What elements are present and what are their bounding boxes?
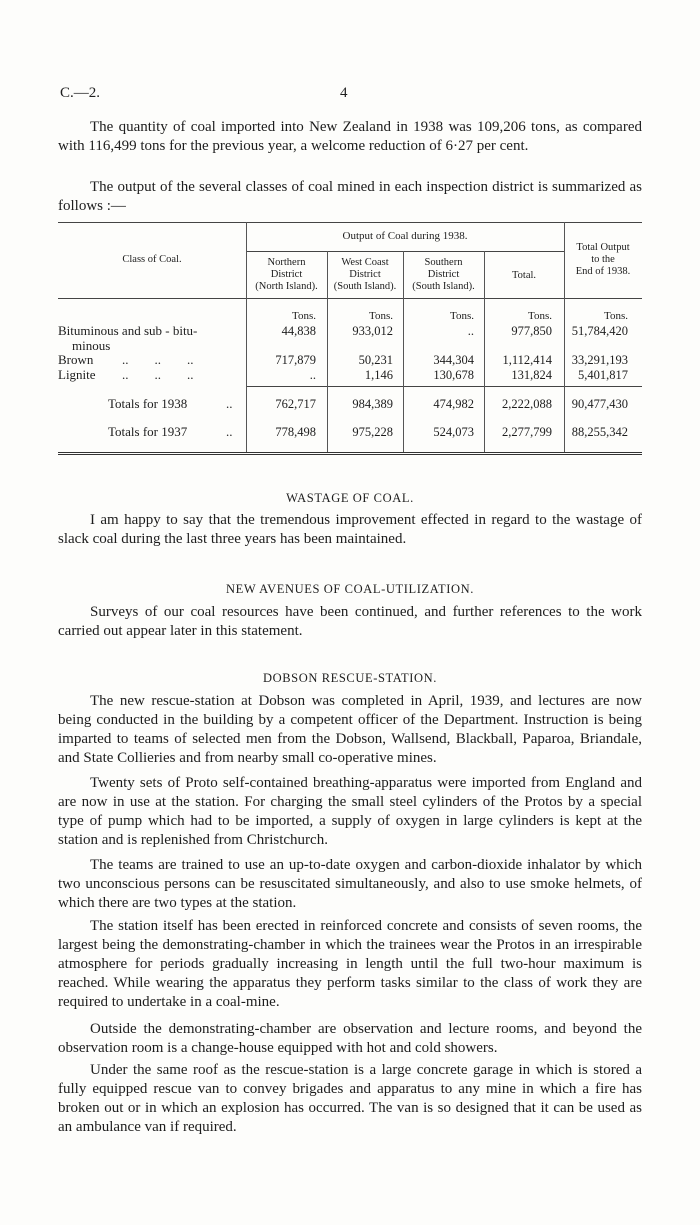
header-northern-l2: District	[270, 269, 303, 280]
cell-lignite-southern: 130,678	[433, 368, 474, 382]
cell-lignite-west-coast: 1,146	[364, 368, 393, 382]
row-label-bituminous: Bituminous and sub - bitu-	[58, 323, 198, 338]
unit-northern: Tons.	[292, 310, 316, 322]
header-west-coast-l3: (South Island).	[333, 281, 397, 292]
cell-brown-end: 33,291,193	[571, 353, 628, 367]
dobson-paragraph-1	[58, 692, 642, 768]
header-southern-l2: District	[427, 269, 460, 280]
header-west-coast-l2: District	[349, 269, 381, 280]
cell-brown-northern: 717,879	[275, 353, 316, 367]
row-label-totals-1938: Totals for 1938	[108, 396, 188, 411]
header-northern	[246, 257, 327, 293]
cell-bituminous-total: 977,850	[511, 324, 552, 338]
row-label-brown: Brown	[58, 352, 94, 367]
row-label-lignite: Lignite	[58, 367, 96, 382]
heading-dobson-rescue-station: DOBSON RESCUE-STATION.	[262, 671, 437, 685]
cell-bituminous-end: 51,784,420	[571, 324, 628, 338]
new-avenues-text: Surveys of our coal resources have been continued, and further references to the work carried out appear later in this statement.	[58, 604, 642, 639]
row-label-totals-1937: Totals for 1937	[108, 424, 188, 439]
header-west-coast	[327, 257, 403, 293]
new-avenues-paragraph	[58, 603, 642, 641]
intro-paragraph-1	[58, 118, 642, 156]
cell-lignite-northern: ..	[309, 368, 316, 382]
intro-text-1: The quantity of coal imported into New Zealand in 1938 was 109,206 tons, as compared with 116,499 tons for the previous year, a welcome reduction of 6·27 per cent.	[58, 119, 642, 154]
row-dots-brown: .. .. ..	[122, 352, 194, 367]
intro-text-2: The output of the several classes of coal mined in each inspection district is summarized as follows :—	[58, 179, 642, 214]
dobson-paragraph-5	[58, 1020, 642, 1058]
row-dots-totals-1937: ..	[226, 424, 233, 439]
row-dots-lignite: .. .. ..	[122, 367, 194, 382]
dobson-paragraph-2	[58, 774, 642, 850]
header-southern-l1: Southern	[424, 257, 463, 268]
header-southern	[403, 257, 484, 293]
cell-totals-1937-southern: 524,073	[433, 425, 474, 439]
heading-wastage-of-coal: WASTAGE OF COAL.	[286, 491, 414, 505]
dobson-text-3: The teams are trained to use an up-to-date oxygen and carbon-dioxide inhalator by which two unconscious persons can be resuscitated simultaneously, and also to use smoke helmets, of which there are two types at the station.	[58, 857, 642, 911]
dobson-text-6: Under the same roof as the rescue-station is a large concrete garage in which is stored a fully equipped rescue van to convey brigades and apparatus to any mine in which a fire has broken out or in which an explosion has occurred. The van is so designed that it can be used as an ambulance van if required.	[58, 1062, 642, 1135]
header-class-of-coal: Class of Coal.	[122, 254, 182, 265]
cell-totals-1938-west-coast: 984,389	[352, 397, 393, 411]
dobson-text-5: Outside the demonstrating-chamber are observation and lecture rooms, and beyond the observation room is a change-house equipped with hot and cold showers.	[58, 1021, 642, 1056]
table-bottom-rule	[58, 452, 642, 455]
header-output-group: Output of Coal during 1938.	[342, 230, 468, 242]
dobson-text-2: Twenty sets of Proto self-contained breathing-apparatus were imported from England and are now in use at the station. For charging the small steel cylinders of the Protos by a special type of pump which had to be imported, a supply of oxygen in large cylinders is kept at the station and is replenished from Christchurch.	[58, 775, 642, 848]
dobson-paragraph-4	[58, 917, 642, 1012]
table-group-rule	[246, 251, 564, 252]
table-top-rule	[58, 222, 642, 223]
page-number: 4	[340, 85, 348, 101]
row-dots-totals-1938: ..	[226, 396, 233, 411]
unit-total: Tons.	[528, 310, 552, 322]
cell-lignite-end: 5,401,817	[578, 368, 628, 382]
coal-output-table	[58, 222, 642, 454]
row-label-bituminous-2: minous	[72, 338, 111, 353]
header-end-l1: Total Output	[576, 242, 630, 253]
dobson-text-4: The station itself has been erected in reinforced concrete and consists of seven rooms, the largest being the demonstrating-chamber in which the trainees wear the Protos in an irrespirable atmosphere for periods gradually increasing in length until the full two-hour maximum is reached. While wearing the apparatus they perform tasks similar to the class of work they are required to undertake in a coal-mine.	[58, 918, 642, 1010]
cell-bituminous-southern: ..	[467, 324, 474, 338]
header-end-l2: to the	[591, 254, 615, 265]
cell-totals-1938-northern: 762,717	[275, 397, 316, 411]
dobson-text-1: The new rescue-station at Dobson was completed in April, 1939, and lectures are now being conducted in the building by a competent officer of the Department. Instruction is being imparted to teams of selected men from the Dobson, Wallsend, Blackball, Paparoa, Briandale, and State Collieries and from nearby small co-operative mines.	[58, 693, 642, 766]
cell-bituminous-west-coast: 933,012	[352, 324, 393, 338]
header-west-coast-l1: West Coast	[341, 257, 389, 268]
cell-totals-1938-end: 90,477,430	[571, 397, 628, 411]
header-southern-l3: (South Island).	[412, 281, 475, 292]
document-reference: C.—2.	[60, 85, 101, 101]
cell-totals-1938-southern: 474,982	[433, 397, 474, 411]
cell-totals-1938-total: 2,222,088	[502, 397, 552, 411]
header-total: Total.	[511, 270, 537, 281]
cell-totals-1937-end: 88,255,342	[571, 425, 628, 439]
table-subtotal-rule	[246, 386, 642, 387]
unit-southern: Tons.	[450, 310, 474, 322]
cell-totals-1937-northern: 778,498	[275, 425, 316, 439]
cell-brown-southern: 344,304	[433, 353, 474, 367]
header-northern-l3: (North Island).	[255, 281, 318, 292]
cell-totals-1937-total: 2,277,799	[502, 425, 552, 439]
wastage-paragraph	[58, 511, 642, 549]
cell-bituminous-northern: 44,838	[281, 324, 316, 338]
header-end-l3: End of 1938.	[575, 266, 631, 277]
wastage-text: I am happy to say that the tremendous improvement effected in regard to the wastage of slack coal during the last three years has been maintained.	[58, 512, 642, 547]
heading-new-avenues: NEW AVENUES OF COAL-UTILIZATION.	[226, 582, 474, 596]
header-total-to-end	[564, 242, 642, 278]
unit-end: Tons.	[604, 310, 628, 322]
dobson-paragraph-6	[58, 1061, 642, 1137]
cell-lignite-total: 131,824	[511, 368, 552, 382]
unit-west-coast: Tons.	[369, 310, 393, 322]
cell-brown-west-coast: 50,231	[358, 353, 393, 367]
intro-paragraph-2	[58, 178, 642, 216]
cell-brown-total: 1,112,414	[502, 353, 552, 367]
header-northern-l1: Northern	[267, 257, 306, 268]
table-header-rule	[58, 298, 642, 299]
dobson-paragraph-3	[58, 856, 642, 913]
cell-totals-1937-west-coast: 975,228	[352, 425, 393, 439]
